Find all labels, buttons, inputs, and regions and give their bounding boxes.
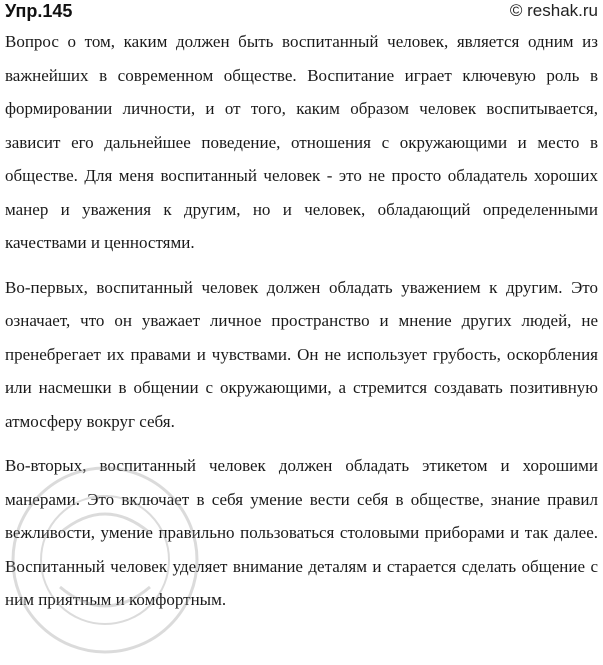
paragraph-3: Во-вторых, воспитанный человек должен обладать этикетом и хорошими манерами. Это включает в себя умение вести себя в обществе, знание правил вежливости, умение правильно пользоваться столовыми приборами и так далее. Воспитанный человек уделяет внимание деталям и старается сделать общение с ним приятным и комфортным. [5,456,598,609]
exercise-title: Упр.145 [5,1,73,21]
paragraph-1: Вопрос о том, каким должен быть воспитанный человек, является одним из важнейших в современном обществе. Воспитание играет ключевую роль в формировании личности, и от того, каким образом человек воспитывается, зависит его дальнейшее поведение, отношения с окружающими и место в обществе. Для меня воспитанный человек - это не просто обладатель хороших манер и уважения к другим, но и человек, обладающий определенными качествами и ценностями. [5,32,598,252]
site-copyright: © reshak.ru [509,1,598,20]
essay-text [5,25,598,628]
paragraph-2: Во-первых, воспитанный человек должен обладать уважением к другим. Это означает, что он уважает личное пространство и мнение других людей, не пренебрегает их правами и чувствами. Он не использует грубость, оскорбления или насмешки в общении с окружающими, а стремится создавать позитивную атмосферу вокруг себя. [5,277,598,431]
